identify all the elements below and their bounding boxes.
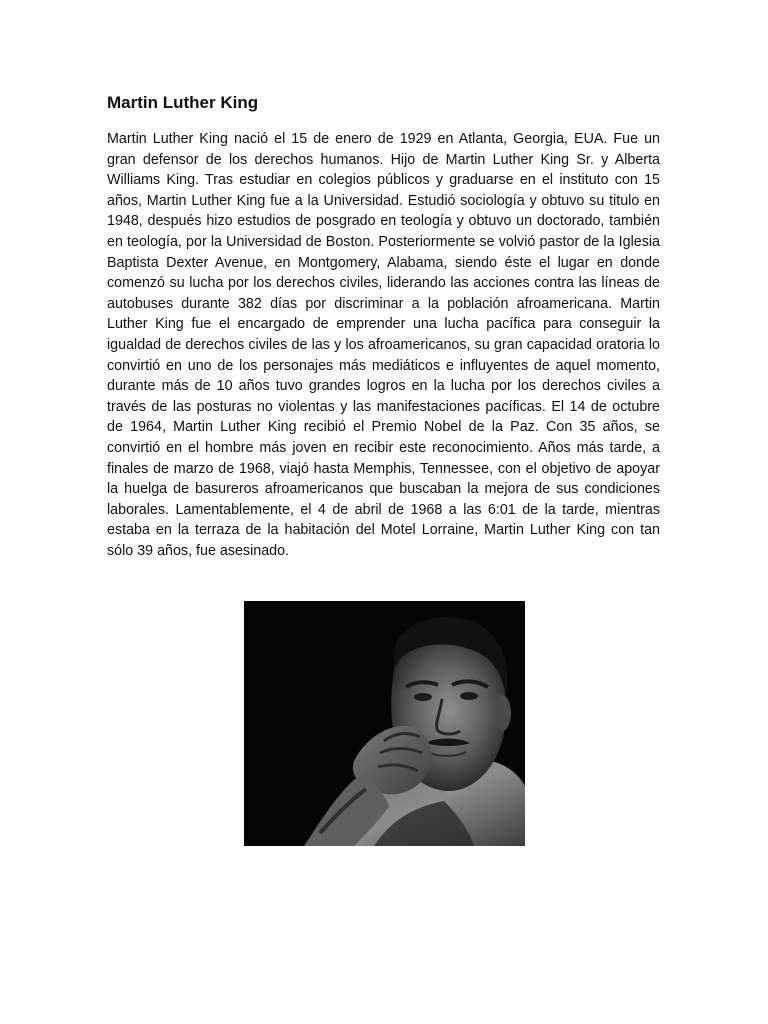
- portrait-photo: [244, 601, 525, 846]
- eye-left: [414, 693, 432, 701]
- page-title: Martin Luther King: [107, 93, 259, 112]
- eye-right: [460, 692, 478, 700]
- ear-shape: [493, 695, 511, 731]
- biography-paragraph: Martin Luther King nació el 15 de enero de 1929 en Atlanta, Georgia, EUA. Fue un gran defensor de los derechos humanos. Hijo de Martin Luther King Sr. y Alberta Williams King. Tras estudiar en colegios públicos y graduarse en el instituto con 15 años, Martin Luther King fue a la Universidad. Estudió sociología y obtuvo su titulo en 1948, después hizo estudios de posgrado en teología y obtuvo un doctorado, también en teología, por la Universidad de Boston. Posteriormente se volvió pastor de la Iglesia Baptista Dexter Avenue, en Montgomery, Alabama, siendo éste el lugar en donde comenzó su lucha por los derechos civiles, liderando las acciones contra las líneas de autobuses durante 382 días por discriminar a la población afroamericana. Martin Luther King fue el encargado de emprender una lucha pacífica para conseguir la igualdad de derechos civiles de las y los afroamericanos, su gran capacidad oratoria lo convirtió en uno de los personajes más mediáticos e influyentes de aquel momento, durante más de 10 años tuvo grandes logros en la lucha por los derechos civiles a través de las posturas no violentas y las manifestaciones pacíficas. El 14 de octubre de 1964, Martin Luther King recibió el Premio Nobel de la Paz. Con 35 años, se convirtió en el hombre más joven en recibir este reconocimiento. Años más tarde, a finales de marzo de 1968, viajó hasta Memphis, Tennessee, con el objetivo de apoyar la huelga de basureros afroamericanos que buscaban la mejora de sus condiciones laborales. Lamentablemente, el 4 de abril de 1968 a las 6:01 de la tarde, mientras estaba en la terraza de la habitación del Motel Lorraine, Martin Luther King con tan sólo 39 años, fue asesinado.: [107, 131, 660, 559]
- portrait-illustration: [244, 601, 525, 846]
